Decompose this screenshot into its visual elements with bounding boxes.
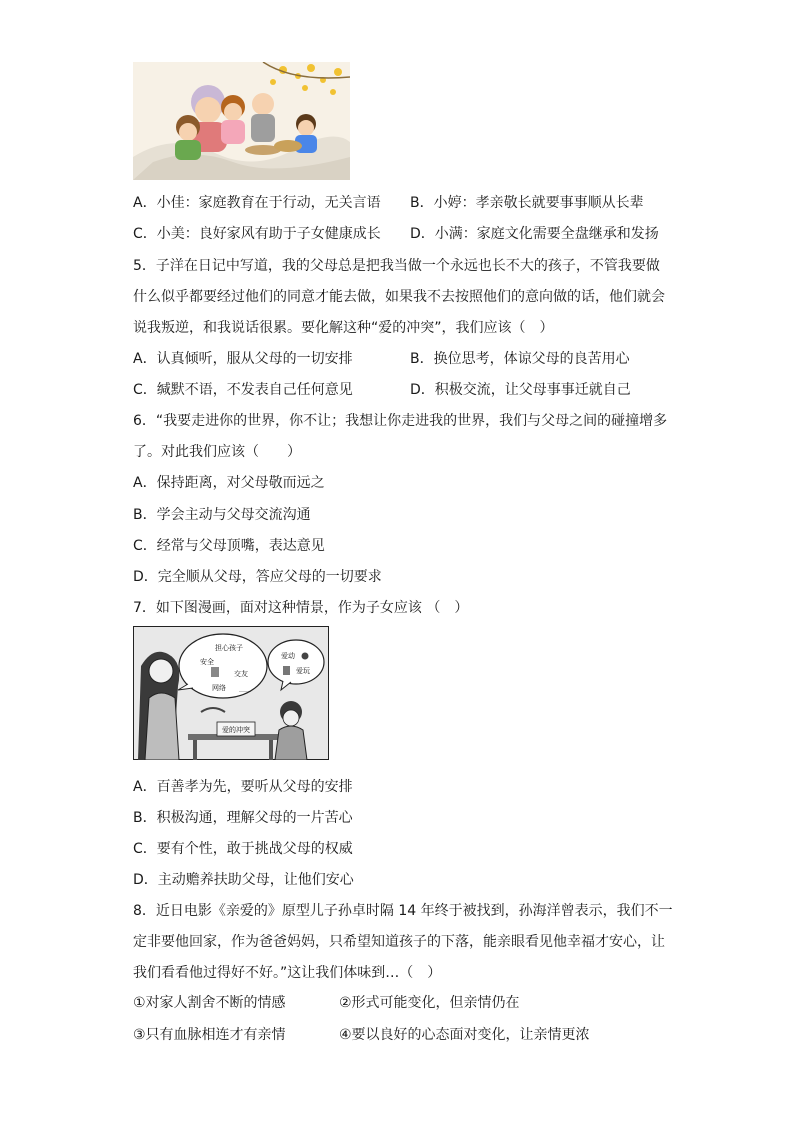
- q5-option-b: B．换位思考，体谅父母的良苦用心: [410, 351, 630, 367]
- q6-option-a: A．保持距离，对父母敬而远之: [133, 475, 325, 491]
- q4-option-c: C．小美：良好家风有助于子女健康成长: [133, 226, 381, 242]
- bubble-left-title: 担心孩子: [215, 644, 243, 652]
- q8-option-2: ②形式可能变化，但亲情仍在: [339, 995, 520, 1011]
- q8-stem-line3: 我们看看他过得好不好。”这让我们体味到…（ ）: [133, 965, 442, 981]
- q5-option-a: A．认真倾听，服从父母的一切安排: [133, 351, 353, 367]
- bubble-left-safety: 安全: [200, 658, 214, 666]
- bubble-left-network: 网络: [212, 684, 226, 692]
- q6-option-c: C．经常与父母顶嘴，表达意见: [133, 538, 325, 554]
- q4-option-d: D．小满：家庭文化需要全盘继承和发扬: [410, 226, 659, 242]
- q7-option-a: A．百善孝为先，要听从父母的安排: [133, 779, 353, 795]
- bubble-right-active: 爱动: [281, 652, 295, 660]
- q6-stem-line2: 了。对此我们应该（ ）: [133, 444, 301, 460]
- q8-stem-line2: 定非要他回家，作为爸爸妈妈，只希望知道孩子的下落，能亲眼看见他幸福才安心，让: [133, 934, 665, 950]
- q8-option-1: ①对家人割舍不断的情感: [133, 995, 286, 1011]
- q8-option-3: ③只有血脉相连才有亲情: [133, 1027, 286, 1043]
- q7-stem-line1: 7．如下图漫画，面对这种情景，作为子女应该 （ ）: [133, 600, 469, 616]
- q7-option-d: D．主动赡养扶助父母，让他们安心: [133, 872, 354, 888]
- family-illustration: [133, 62, 350, 180]
- q5-stem-line2: 什么似乎都要经过他们的同意才能去做，如果我不去按照他们的意向做的话，他们就会: [133, 289, 665, 305]
- bubble-right-play: 爱玩: [296, 667, 310, 675]
- q5-stem-line3: 说我叛逆，和我说话很累。要化解这种“爱的冲突”，我们应该（ ）: [133, 320, 554, 336]
- love-conflict-comic: [133, 626, 329, 760]
- q7-option-b: B．积极沟通，理解父母的一片苦心: [133, 810, 353, 826]
- q6-stem-line1: 6．“我要走进你的世界，你不让；我想让你走进我的世界，我们与父母之间的碰撞增多: [133, 413, 668, 429]
- comic-sign-text: 爱的冲突: [222, 726, 250, 734]
- q6-option-b: B．学会主动与父母交流沟通: [133, 507, 311, 523]
- q6-option-d: D．完全顺从父母，答应父母的一切要求: [133, 569, 382, 585]
- q5-stem-line1: 5．子洋在日记中写道，我的父母总是把我当做一个永远也长不大的孩子，不管我要做: [133, 258, 660, 274]
- q5-option-c: C．缄默不语，不发表自己任何意见: [133, 382, 353, 398]
- bubble-left-dots: ……: [239, 687, 251, 694]
- q4-option-b: B．小婷：孝亲敬长就要事事顺从长辈: [410, 195, 644, 211]
- q5-option-d: D．积极交流，让父母事事迁就自己: [410, 382, 631, 398]
- bubble-left-friends: 交友: [234, 670, 248, 678]
- q8-option-4: ④要以良好的心态面对变化，让亲情更浓: [339, 1027, 590, 1043]
- q8-stem-line1: 8．近日电影《亲爱的》原型儿子孙卓时隔 14 年终于被找到，孙海洋曾表示，我们不一: [133, 903, 673, 919]
- q4-option-a: A．小佳：家庭教育在于行动，无关言语: [133, 195, 381, 211]
- q7-option-c: C．要有个性，敢于挑战父母的权威: [133, 841, 353, 857]
